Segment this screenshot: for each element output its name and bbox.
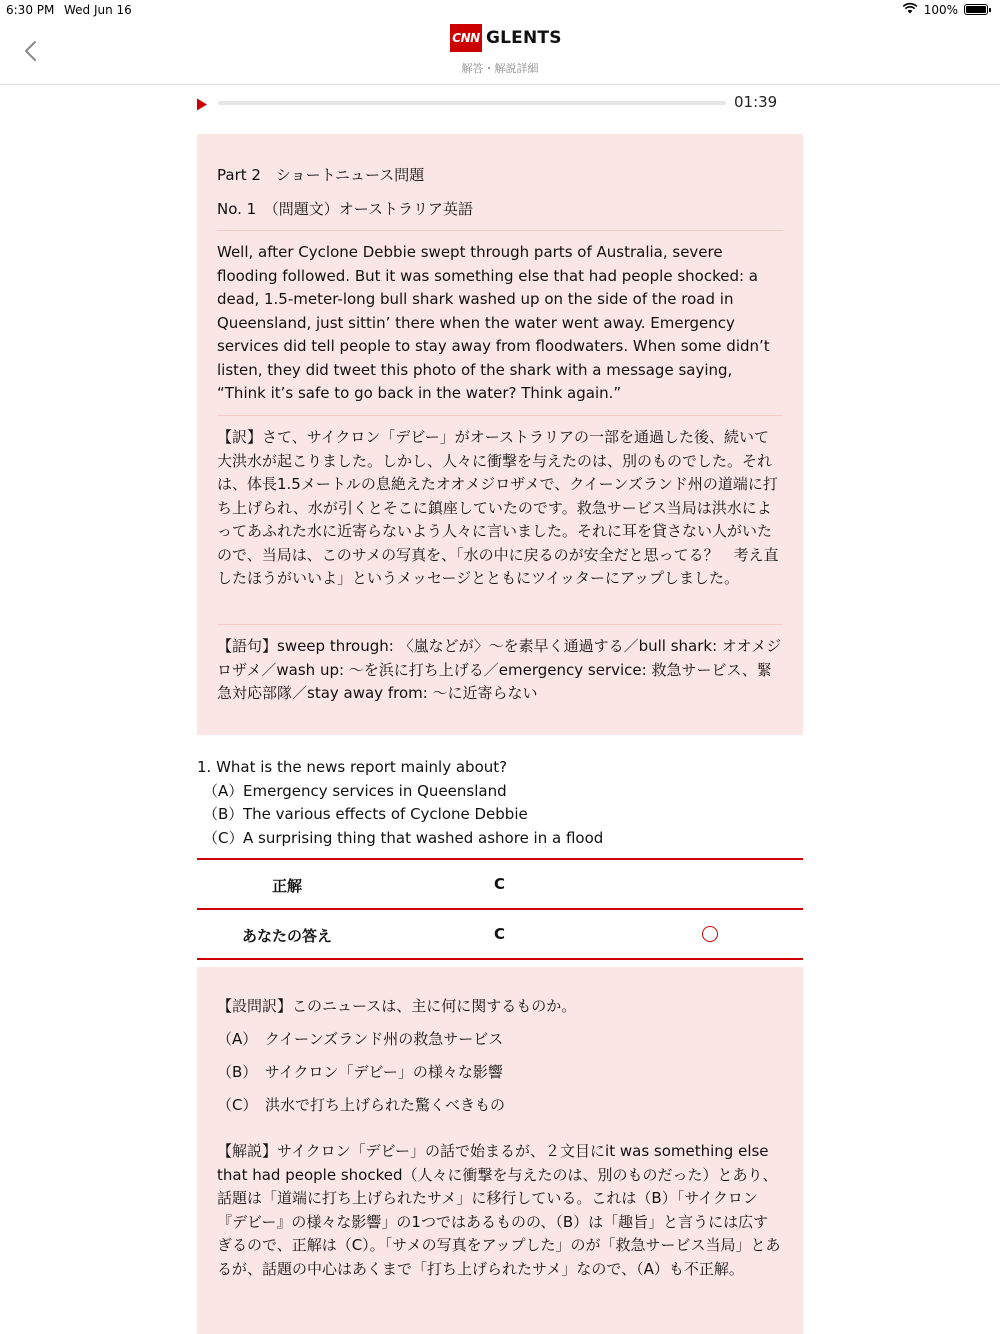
cnn-logo: CNN: [450, 24, 482, 52]
status-date: Wed Jun 16: [64, 3, 132, 17]
navigation-bar: [0, 20, 1000, 85]
japanese-translation: 【訳】さて、サイクロン「デビー」がオーストラリアの一部を通過した後、続いて大洪水が起こりました。しかし、人々に衝撃を与えたのは、別のものでした。それは、体長1.5メートルの息絶えたオオメジロザメで、クイーンズランド州の道端に打ち上げられ、水が引くとそこに鎮座していたのです。救急サービス当局は洪水によってあふれた水に近寄らないよう人々に言いました。それに耳を貸さない人がいたので、当局は、このサメの写真を、「水の中に戻るのが安全だと思ってる？ 考え直したほうがいいよ」というメッセージとともにツイッターにアップしました。: [217, 428, 779, 587]
divider: [217, 415, 783, 416]
option-letter: （C）: [203, 828, 244, 847]
explanation-card: [197, 967, 803, 1334]
option-text: Emergency services in Queensland: [243, 781, 507, 800]
status-bar: [0, 0, 1000, 20]
passage-card: [197, 134, 803, 735]
question-block: [197, 756, 803, 850]
option-a: [197, 780, 803, 804]
option-letter: （A）: [203, 781, 244, 800]
wifi-icon: [902, 2, 918, 17]
chevron-left-icon: [23, 40, 37, 62]
translated-option-c: （C） 洪水で打ち上げられた驚くべきもの: [217, 1096, 505, 1114]
part-title: Part 2 ショートニュース問題: [217, 166, 425, 184]
battery-percent: 100%: [923, 2, 958, 17]
option-text: A surprising thing that washed ashore in a flood: [243, 828, 604, 847]
app-logo: [450, 24, 562, 52]
answer-table: [197, 858, 803, 960]
audio-duration: 01:39: [734, 93, 778, 111]
page-title: 解答・解説詳細: [461, 62, 539, 75]
option-c: [197, 827, 803, 851]
glents-logo-text: GLENTS: [486, 28, 562, 48]
audio-player: [196, 92, 806, 114]
correct-answer-value: C: [494, 875, 506, 893]
english-script: Well, after Cyclone Debbie swept through parts of Australia, severe flooding followed. But it was something else that had people shocked: a dead, 1.5-meter-long bull shark washed up on the side of the road in Queensland, just sittin’ there when the water went away. Emergency services did tell people to stay away from floodwaters. When some didn’t listen, they did tweet this photo of the shark with a message saying, “Think it’s safe to go back in the water? Think again.”: [217, 243, 770, 402]
explanation-commentary: 【解説】サイクロン「デビー」の話で始まるが、２文目にit was something else that had people shocked（人々に衝撃を与えたのは、別のものだった）とあり、話題は「道端に打ち上げられたサメ」に移行している。これは（B）「サイクロン『デビー』の様々な影響」の1つではあるものの、（B）は「趣旨」と言うには広すぎるので、正解は（C）。「サメの写真をアップした」のが「救急サービス当局」とあるが、話題の中心はあくまで「打ち上げられたサメ」なので、（A）も不正解。: [217, 1142, 781, 1278]
translated-option-a: （A） クイーンズランド州の救急サービス: [217, 1030, 504, 1048]
option-letter: （B）: [203, 805, 244, 823]
play-icon: [196, 98, 208, 111]
correct-answer-label: 正解: [271, 877, 302, 895]
option-b: [197, 803, 803, 827]
option-text: The various effects of Cyclone Debbie: [243, 805, 528, 823]
play-button[interactable]: [196, 96, 208, 115]
question-translation: 【設問訳】このニュースは、主に何に関するものか。: [217, 997, 577, 1015]
your-answer-row: [197, 908, 803, 960]
question-text: 1. What is the news report mainly about?: [197, 758, 508, 776]
your-answer-label: あなたの答え: [241, 927, 332, 945]
vocabulary-notes: 【語句】sweep through: 〈嵐などが〉〜を素早く通過する／bull shark: オオメジロザメ／wash up: 〜を浜に打ち上げる／emergency service: 救急サービス、緊急対応部隊／stay away from: 〜に近寄らない: [217, 637, 782, 702]
translated-option-b: （B） サイクロン「デビー」の様々な影響: [217, 1063, 503, 1081]
divider: [217, 624, 783, 625]
divider: [217, 230, 783, 231]
correct-answer-row: [197, 858, 803, 908]
battery-icon: [964, 4, 988, 15]
your-answer-value: C: [494, 925, 506, 943]
question-number-title: No. 1 （問題文）オーストラリア英語: [217, 200, 473, 218]
status-indicators: [902, 2, 988, 17]
status-time: 6:30 PM: [6, 3, 55, 17]
audio-progress-slider[interactable]: [218, 101, 726, 105]
correct-circle-icon: [702, 926, 718, 942]
